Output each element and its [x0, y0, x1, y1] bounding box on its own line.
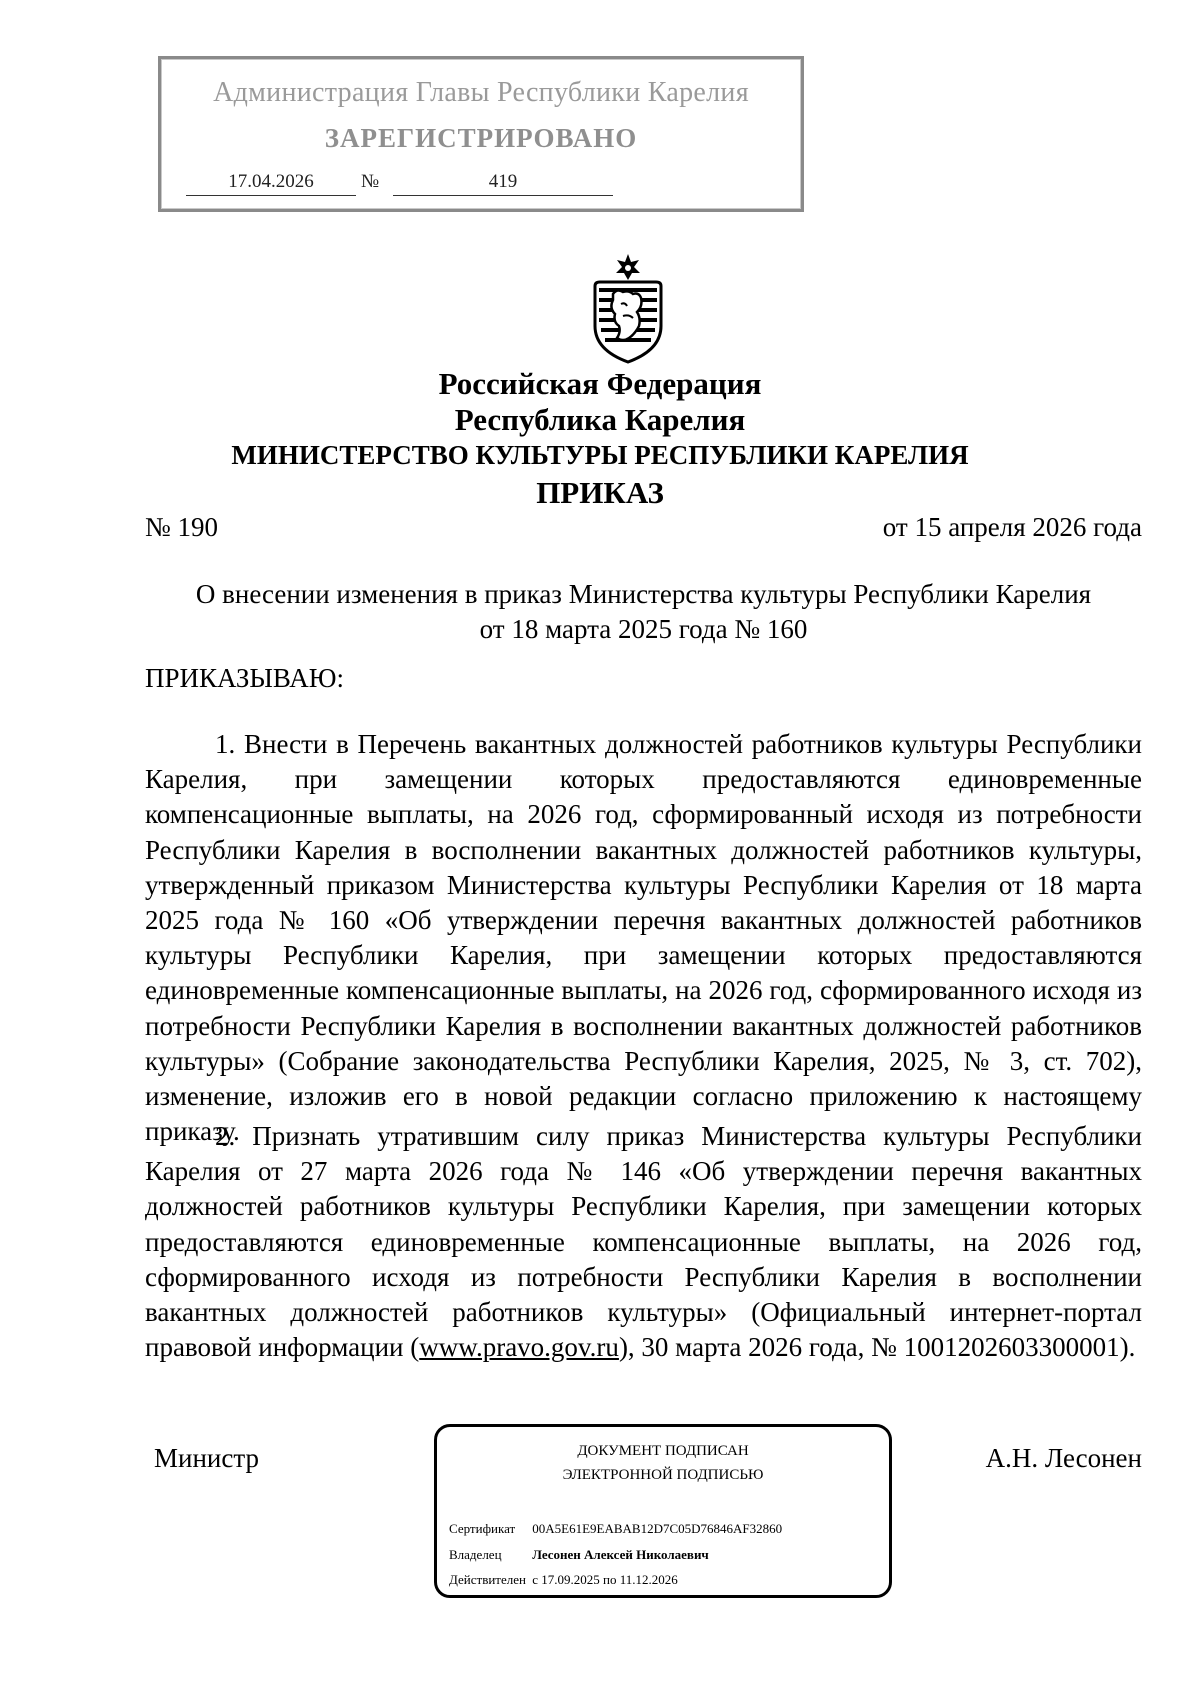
- paragraph-2-text-start: 2. Признать утратившим силу приказ Министерства культуры Республики Карелия от 27 марта 2026 года № 146 «Об утверждении перечня вакантных должностей работников культуры Республики Карелия, при замещении которых предоставляются единовременные компенсационные выплаты, на 2026 год, сформированного исходя из потребности Республики Карелия в восполнении вакантных должностей работников культуры» (Официальный интернет-портал правовой информации (: [145, 1121, 1142, 1363]
- registration-stamp: [158, 56, 804, 212]
- country-heading: Российская Федерация: [438, 366, 762, 401]
- document-type-heading: ПРИКАЗ: [536, 475, 664, 510]
- registration-status: ЗАРЕГИСТРИРОВАНО: [324, 123, 638, 153]
- command-word: ПРИКАЗЫВАЮ:: [145, 663, 344, 693]
- registration-number: 419: [393, 171, 613, 196]
- order-number: № 190: [145, 512, 219, 542]
- karelia-coat-of-arms-icon: [583, 252, 673, 364]
- subject-line-2: от 18 марта 2025 года № 160: [479, 614, 808, 644]
- paragraph-2-text-end: ), 30 марта 2026 года, № 1001202603300001).: [618, 1332, 1136, 1363]
- ministry-heading: МИНИСТЕРСТВО КУЛЬТУРЫ РЕСПУБЛИКИ КАРЕЛИЯ: [231, 440, 969, 470]
- signer-title: Министр: [154, 1443, 259, 1473]
- esign-title-line-1: ДОКУМЕНТ ПОДПИСАН: [577, 1443, 749, 1459]
- esign-certificate-value: 00A5E61E9EABAB12D7C05D76846AF32860: [532, 1521, 783, 1536]
- republic-heading: Республика Карелия: [454, 402, 746, 437]
- order-subject: [145, 577, 1142, 647]
- esign-owner-label: Владелец: [449, 1547, 502, 1562]
- registration-date: 17.04.2026: [186, 171, 356, 196]
- esign-validity-row: [449, 1572, 678, 1588]
- esign-validity-label: Действителен: [449, 1572, 526, 1587]
- esign-validity-value: с 17.09.2025 по 11.12.2026: [532, 1572, 678, 1587]
- subject-line-1: О внесении изменения в приказ Министерства культуры Республики Карелия: [195, 579, 1092, 609]
- esign-owner-row: [449, 1547, 709, 1563]
- pravo-portal-link[interactable]: www.pravo.gov.ru: [419, 1332, 619, 1363]
- registration-number-sign: №: [361, 171, 380, 192]
- esign-title-line-2: ЭЛЕКТРОННОЙ ПОДПИСЬЮ: [562, 1467, 764, 1483]
- paragraph-2: [145, 1119, 1142, 1365]
- order-date: от 15 апреля 2026 года: [882, 512, 1142, 542]
- esign-certificate-label: Сертификат: [449, 1521, 516, 1536]
- signer-name: А.Н. Лесонен: [985, 1443, 1142, 1473]
- paragraph-1: 1. Внести в Перечень вакантных должностей работников культуры Республики Карелия, при замещении которых предоставляются единовременные компенсационные выплаты, на 2026 год, сформированный исходя из потребности Республики Карелия в восполнении вакантных должностей работников культуры, утвержденный приказом Министерства культуры Республики Карелия от 18 марта 2025 года № 160 «Об утверждении перечня вакантных должностей работников культуры Республики Карелия, при замещении которых предоставляются единовременные компенсационные выплаты, на 2026 год, сформированного исходя из потребности Республики Карелия в восполнении вакантных должностей работников культуры» (Собрание законодательства Республики Карелия, 2025, № 3, ст. 702), изменение, изложив его в новой редакции согласно приложению к настоящему приказу.: [145, 729, 1142, 1147]
- esign-certificate-row: [449, 1521, 782, 1537]
- registration-organization: Администрация Главы Республики Карелия: [213, 77, 749, 108]
- esign-title: [437, 1439, 889, 1487]
- esign-owner-value: Лесонен Алексей Николаевич: [532, 1547, 709, 1562]
- electronic-signature-stamp: [434, 1424, 892, 1598]
